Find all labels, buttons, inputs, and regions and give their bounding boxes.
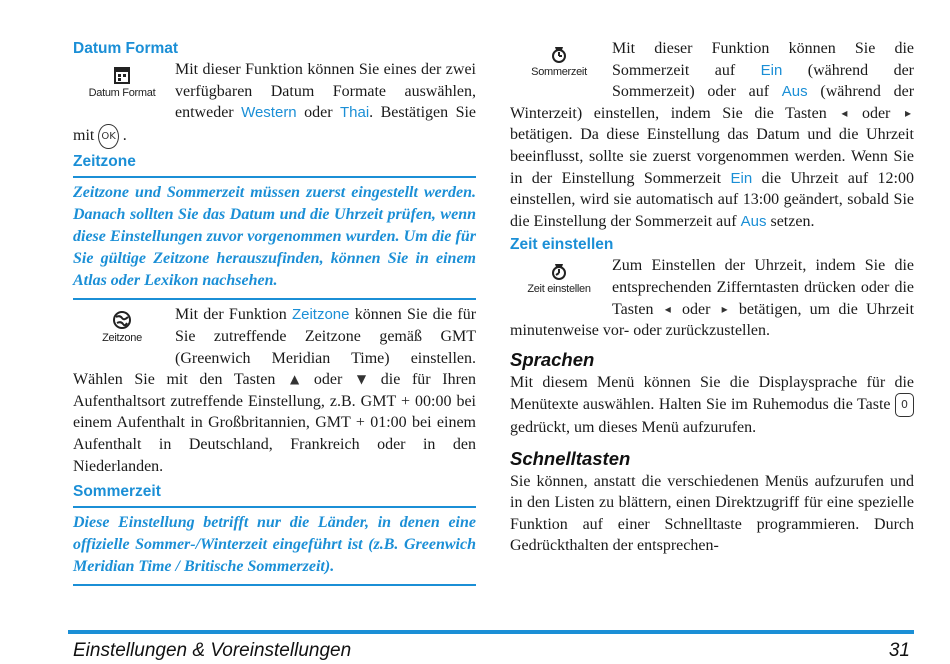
- down-key-icon: ▼: [356, 372, 367, 387]
- icon-label-sommerzeit: Sommerzeit: [531, 66, 587, 78]
- zeitzone-icon-box: [73, 304, 171, 366]
- zeit-einstellen-text: Zum Einstellen der Uhrzeit, indem Sie die entsprechenden Zifferntasten drücken oder die Tasten ◂ oder ▸ betätigen, um die Uhrzeit minutenweise vor- oder zurückzustellen.: [510, 257, 915, 340]
- left-key-icon: ◂: [841, 105, 848, 120]
- left-key-icon: ◂: [664, 301, 671, 316]
- option-ein: Ein: [760, 61, 783, 79]
- option-western: Western: [241, 104, 297, 122]
- divider: [73, 298, 476, 300]
- zeitzone-note: Zeitzone und Sommerzeit müssen zuerst eingestellt werden. Danach sollten Sie das Datum und die Uhrzeit prüfen, wenn diese Einstellungen zuvor vorgenommen wurden. Um die für Sie gültige Zeitzone herauszufinden, können Sie in einem Atlas oder Lexikon nachsehen.: [73, 184, 476, 290]
- right-key-icon: ▸: [721, 301, 728, 316]
- datum-format-icon-box: [73, 59, 171, 121]
- zeit-einstellen-icon-box: [510, 255, 608, 313]
- sommerzeit-note: Diese Einstellung betrifft nur die Länder, in denen eine offizielle Sommer-/Winterzeit eingeführt ist (z.B. Greenwich Meridian Time / Britische Sommerzeit).: [73, 514, 476, 576]
- sprachen-text: Mit diesem Menü können Sie die Displaysprache für die Menütexte auswählen. Halten Sie im Ruhemodus die Taste 0 gedrückt, um dieses Menü aufzurufen.: [510, 373, 914, 436]
- schnelltasten-text: Sie können, anstatt die verschiedenen Menüs aufzurufen und in den Listen zu blättern, einen Direktzugriff für eine spezielle Funktion auf einer Schnelltaste programmieren. Durch Gedrückthalten der entsprechen-: [510, 472, 914, 555]
- footer-divider: [68, 630, 914, 634]
- globe-icon: [110, 308, 134, 332]
- icon-label-datum-format: Datum Format: [88, 87, 156, 99]
- up-key-icon: ▲: [290, 372, 300, 387]
- heading-sommerzeit: Sommerzeit: [73, 483, 161, 501]
- right-key-icon: ▸: [904, 105, 911, 120]
- option-zeitzone: Zeitzone: [291, 306, 350, 324]
- ok-key-icon: OK: [98, 124, 118, 150]
- datum-format-text: Mit dieser Funktion können Sie eines der zwei verfügbaren Datum Formate auswählen, entweder Western oder Thai. Bestätigen Sie mit OK .: [73, 59, 476, 149]
- page-number: 31: [888, 640, 910, 661]
- sommerzeit-text: Mit dieser Funktion können Sie die Sommerzeit auf Ein (während der Sommerzeit) oder auf Aus (während der Winterzeit) einstellen, indem Sie die Tasten ◂ oder ▸ betätigen. Da diese Einstellung das Datum und die Uhrzeit beeinflusst, sollte sie zuerst vorgenommen werden. Wenn Sie in der Einstellung Sommerzeit Ein die Uhrzeit auf 12:00 einstellen, wird sie automatisch auf 13:00 geändert, sobald Sie die Einstellung der Sommerzeit auf Aus setzen.: [510, 40, 915, 230]
- option-ein: Ein: [730, 169, 753, 187]
- left-column: [73, 38, 476, 586]
- divider: [73, 176, 476, 178]
- heading-schnelltasten: Schnelltasten: [510, 447, 631, 469]
- clock-icon: [547, 42, 571, 66]
- heading-zeit-einstellen: Zeit einstellen: [510, 236, 614, 254]
- option-thai: Thai: [339, 104, 370, 122]
- right-column: [510, 38, 914, 557]
- icon-label-zeitzone: Zeitzone: [102, 332, 142, 345]
- heading-zeitzone: Zeitzone: [73, 153, 136, 171]
- zeitzone-text: Mit der Funktion Zeitzone können Sie die für Sie zutreffende Zeitzone gemäß GMT (Greenwich Meridian Time) einstellen. Wählen Sie mit den Tasten ▲ oder ▼ die für Ihren Aufenthaltsort zutreffende Einstellung, z.B. GMT + 00:00 bei einem Aufenthalt in Großbritannien, GMT + 01:00 bei einem Aufenthalt in Deutschland, Frankreich oder in den Niederlanden.: [73, 306, 477, 475]
- heading-sprachen: Sprachen: [510, 348, 595, 370]
- sommerzeit-icon-box: [510, 38, 608, 96]
- calendar-icon: [110, 63, 134, 87]
- option-aus: Aus: [740, 212, 767, 230]
- heading-datum-format: Datum Format: [73, 40, 179, 57]
- clock-set-icon: [547, 259, 571, 283]
- zero-key-icon: 0: [895, 393, 914, 417]
- divider: [73, 506, 476, 508]
- icon-label-zeit-einstellen: Zeit einstellen: [527, 283, 591, 296]
- option-aus: Aus: [781, 83, 808, 101]
- divider: [73, 584, 476, 586]
- footer-title: Einstellungen & Voreinstellungen: [73, 640, 352, 661]
